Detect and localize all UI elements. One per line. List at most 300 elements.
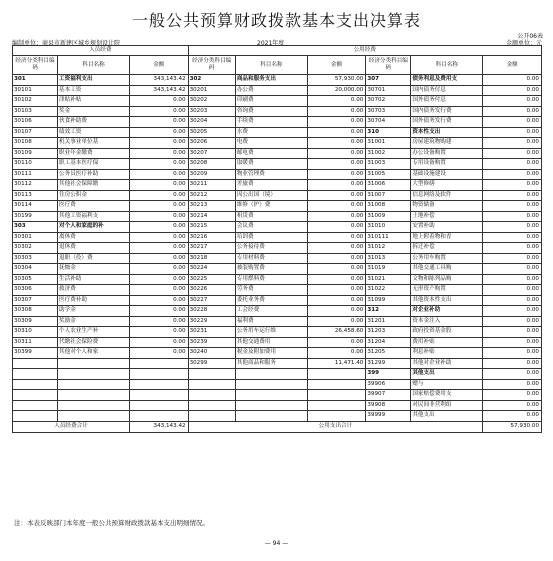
cell-name: 国内债务发行费	[411, 106, 483, 117]
cell-code: 31006	[366, 180, 411, 191]
cell-code: 30240	[188, 348, 235, 359]
cell-name: 绩效工资	[58, 127, 130, 138]
cell-code: 30103	[13, 106, 58, 117]
cell-name: 税金及附加费用	[235, 348, 307, 359]
cell-amount: 0.00	[130, 337, 189, 348]
cell-name: 办公设备购置	[411, 148, 483, 159]
cell-amount: 0.00	[130, 274, 189, 285]
cell-name: 培训费	[235, 232, 307, 243]
cell-name: 咨询费	[235, 106, 307, 117]
table-row	[13, 306, 542, 317]
cell-code: 30305	[13, 274, 58, 285]
cell-amount: 0.00	[483, 358, 542, 369]
cell-code: 31299	[366, 358, 411, 369]
year-label: 2021年度	[257, 40, 285, 47]
cell-code: 30109	[13, 148, 58, 159]
form-number: 公开06表	[517, 33, 543, 40]
cell-name	[235, 390, 307, 401]
cell-name	[58, 411, 130, 422]
cell-amount	[130, 379, 189, 390]
cell-code: 31009	[366, 211, 411, 222]
cell-amount: 0.00	[130, 169, 189, 180]
cell-code: 30307	[13, 295, 58, 306]
cell-amount: 0.00	[483, 295, 542, 306]
cell-code	[13, 369, 58, 380]
cell-code: 30308	[13, 306, 58, 317]
code-header: 经济分类科目编码	[188, 56, 235, 75]
cell-amount: 0.00	[130, 253, 189, 264]
report-title: 一般公共预算财政拨款基本支出决算表	[131, 11, 421, 30]
cell-code: 30229	[188, 316, 235, 327]
cell-name: 其他商品和服务	[235, 358, 307, 369]
cell-name: 国内债务付息	[411, 85, 483, 96]
public-total-label: 公用支出合计	[188, 421, 483, 432]
cell-amount: 0.00	[130, 106, 189, 117]
cell-amount: 0.00	[483, 306, 542, 317]
cell-code: 30212	[188, 190, 235, 201]
cell-amount: 0.00	[307, 274, 366, 285]
cell-code: 31205	[366, 348, 411, 359]
cell-amount: 0.00	[307, 127, 366, 138]
cell-code: 31013	[366, 253, 411, 264]
cell-name	[58, 379, 130, 390]
cell-amount: 0.00	[307, 148, 366, 159]
cell-name: 国外债务付息	[411, 96, 483, 107]
cell-name: 职业年金缴费	[58, 148, 130, 159]
table-row	[13, 180, 542, 191]
cell-amount: 0.00	[307, 106, 366, 117]
cell-code: 302	[188, 75, 235, 86]
cell-name	[235, 379, 307, 390]
cell-amount: 0.00	[130, 295, 189, 306]
personnel-header: 人员经费	[13, 46, 189, 56]
cell-amount	[130, 411, 189, 422]
cell-amount: 0.00	[130, 180, 189, 191]
personnel-total-label: 人员经费合计	[13, 421, 130, 432]
cell-name: 生活补助	[58, 274, 130, 285]
cell-name: 退休费	[58, 243, 130, 254]
table-row	[13, 138, 542, 149]
cell-name: 代缴社会保险费	[58, 337, 130, 348]
cell-code: 30203	[188, 106, 235, 117]
cell-amount: 0.00	[483, 159, 542, 170]
cell-name: 专用设备购置	[411, 159, 483, 170]
public-header: 公用经费	[188, 46, 541, 56]
cell-name: 对企业补助	[411, 306, 483, 317]
cell-amount: 0.00	[307, 295, 366, 306]
cell-amount: 57,930.00	[307, 75, 366, 86]
cell-name: 工资福利支出	[58, 75, 130, 86]
cell-amount: 0.00	[483, 253, 542, 264]
cell-name: 被装购置费	[235, 264, 307, 275]
cell-name: 电费	[235, 138, 307, 149]
cell-code: 39908	[366, 400, 411, 411]
cell-name	[58, 369, 130, 380]
cell-name: 委托业务费	[235, 295, 307, 306]
cell-code: 30303	[13, 253, 58, 264]
table-row	[13, 201, 542, 212]
cell-name: 商品和服务支出	[235, 75, 307, 86]
cell-amount: 0.00	[130, 201, 189, 212]
table-row	[13, 211, 542, 222]
table-row	[13, 316, 542, 327]
cell-amount: 0.00	[307, 159, 366, 170]
cell-code	[188, 400, 235, 411]
cell-amount: 0.00	[130, 327, 189, 338]
cell-amount: 0.00	[307, 348, 366, 359]
cell-name: 个人农业生产补	[58, 327, 130, 338]
cell-amount: 0.00	[483, 285, 542, 296]
cell-code: 31007	[366, 190, 411, 201]
cell-amount: 343,143.42	[130, 85, 189, 96]
cell-code: 31204	[366, 337, 411, 348]
cell-code: 30111	[13, 169, 58, 180]
cell-amount: 0.00	[130, 148, 189, 159]
name-header: 科目名称	[235, 56, 307, 75]
page-number: — 94 —	[264, 540, 289, 547]
table-row	[13, 295, 542, 306]
table-row	[13, 400, 542, 411]
cell-code: 31203	[366, 327, 411, 338]
cell-name: 拆迁补偿	[411, 243, 483, 254]
table-row	[13, 274, 542, 285]
cell-amount: 0.00	[130, 243, 189, 254]
cell-name: 公务用车购置	[411, 253, 483, 264]
cell-code: 31002	[366, 148, 411, 159]
cell-code: 30299	[188, 358, 235, 369]
cell-code: 30228	[188, 306, 235, 317]
cell-amount	[307, 379, 366, 390]
cell-code: 31005	[366, 169, 411, 180]
amount-header: 金额	[307, 56, 366, 75]
cell-code: 30213	[188, 201, 235, 212]
cell-amount: 0.00	[307, 285, 366, 296]
cell-name: 其他资本性支出	[411, 295, 483, 306]
cell-code: 30209	[188, 169, 235, 180]
cell-amount: 0.00	[483, 117, 542, 128]
footnote: 注：本表反映部门本年度一般公共预算财政拨款基本支出明细情况。	[14, 519, 209, 527]
cell-amount: 0.00	[130, 190, 189, 201]
cell-amount: 0.00	[483, 201, 542, 212]
cell-code: 30309	[13, 316, 58, 327]
cell-code: 30106	[13, 117, 58, 128]
cell-name: 离休费	[58, 232, 130, 243]
cell-code: 31012	[366, 243, 411, 254]
cell-code: 30204	[188, 117, 235, 128]
cell-amount: 0.00	[483, 274, 542, 285]
table-row	[13, 390, 542, 401]
cell-amount: 0.00	[307, 190, 366, 201]
cell-amount	[130, 358, 189, 369]
cell-amount: 0.00	[307, 232, 366, 243]
cell-code: 30202	[188, 96, 235, 107]
cell-code: 310111	[366, 232, 411, 243]
cell-name: 其他交通费用	[235, 337, 307, 348]
cell-name: 利息补贴	[411, 348, 483, 359]
cell-amount: 0.00	[130, 348, 189, 359]
cell-name: 办公费	[235, 85, 307, 96]
table-row	[13, 106, 542, 117]
table-row	[13, 159, 542, 170]
cell-code: 39999	[366, 411, 411, 422]
cell-amount: 0.00	[130, 127, 189, 138]
table-row	[13, 85, 542, 96]
amount-header: 金额	[130, 56, 189, 75]
cell-amount: 0.00	[307, 138, 366, 149]
table-row	[13, 327, 542, 338]
cell-name: 福利费	[235, 316, 307, 327]
cell-code: 30701	[366, 85, 411, 96]
table-row	[13, 358, 542, 369]
cell-code: 30399	[13, 348, 58, 359]
cell-code: 30224	[188, 264, 235, 275]
cell-code	[13, 390, 58, 401]
cell-name: 医疗费补助	[58, 295, 130, 306]
cell-code: 30703	[366, 106, 411, 117]
table-row	[13, 75, 542, 86]
cell-code: 30227	[188, 295, 235, 306]
cell-name: 工会经费	[235, 306, 307, 317]
cell-amount: 20,000.00	[307, 85, 366, 96]
cell-amount: 0.00	[483, 190, 542, 201]
cell-code: 30301	[13, 232, 58, 243]
cell-amount	[307, 400, 366, 411]
cell-code: 30113	[13, 190, 58, 201]
cell-code	[13, 379, 58, 390]
cell-amount: 0.00	[130, 316, 189, 327]
cell-name: 退职（役）费	[58, 253, 130, 264]
cell-name: 对民间非营利组	[411, 400, 483, 411]
cell-name: 职工基本医疗保	[58, 159, 130, 170]
cell-amount	[130, 369, 189, 380]
cell-code: 30101	[13, 85, 58, 96]
cell-amount: 0.00	[307, 222, 366, 233]
cell-name: 公务用车运行维	[235, 327, 307, 338]
cell-name: 其他对个人和家	[58, 348, 130, 359]
cell-amount: 0.00	[130, 138, 189, 149]
cell-code: 39906	[366, 379, 411, 390]
cell-amount: 0.00	[483, 138, 542, 149]
cell-name: 国外债务发行费	[411, 117, 483, 128]
amount-header: 金额	[483, 56, 542, 75]
cell-code: 30231	[188, 327, 235, 338]
cell-code: 30112	[13, 180, 58, 191]
cell-amount	[130, 400, 189, 411]
cell-amount: 0.00	[307, 169, 366, 180]
cell-name: 无形资产购置	[411, 285, 483, 296]
table-row	[13, 127, 542, 138]
cell-name: 津贴补贴	[58, 96, 130, 107]
cell-name: 安置补助	[411, 222, 483, 233]
cell-amount: 0.00	[483, 106, 542, 117]
cell-code	[13, 358, 58, 369]
cell-amount: 0.00	[307, 180, 366, 191]
cell-code: 30102	[13, 96, 58, 107]
cell-amount: 0.00	[130, 211, 189, 222]
cell-amount	[307, 369, 366, 380]
cell-code	[188, 379, 235, 390]
cell-code: 30208	[188, 159, 235, 170]
cell-code	[13, 400, 58, 411]
cell-name	[235, 411, 307, 422]
cell-code	[13, 411, 58, 422]
cell-code: 30207	[188, 148, 235, 159]
cell-name: 房屋建筑物购建	[411, 138, 483, 149]
cell-name: 赠与	[411, 379, 483, 390]
cell-amount: 0.00	[483, 390, 542, 401]
name-header: 科目名称	[58, 56, 130, 75]
cell-amount: 0.00	[483, 327, 542, 338]
organization-label: 编制单位：商县市新建区城乡规划设计院	[12, 40, 121, 47]
cell-amount: 0.00	[130, 96, 189, 107]
cell-amount: 0.00	[307, 117, 366, 128]
cell-name: 费用补贴	[411, 337, 483, 348]
cell-amount: 0.00	[483, 96, 542, 107]
cell-name: 劳务费	[235, 285, 307, 296]
cell-amount: 11,471.40	[307, 358, 366, 369]
cell-name: 专用燃料费	[235, 274, 307, 285]
cell-amount	[130, 390, 189, 401]
cell-code: 30108	[13, 138, 58, 149]
cell-name: 资本性支出	[411, 127, 483, 138]
cell-amount: 0.00	[483, 316, 542, 327]
table-row	[13, 190, 542, 201]
cell-code: 301	[13, 75, 58, 86]
cell-code	[188, 369, 235, 380]
cell-amount: 0.00	[130, 117, 189, 128]
cell-amount: 0.00	[483, 337, 542, 348]
cell-name	[58, 400, 130, 411]
cell-code: 30310	[13, 327, 58, 338]
cell-amount: 0.00	[483, 75, 542, 86]
cell-name: 住房公积金	[58, 190, 130, 201]
cell-name: 医疗费	[58, 201, 130, 212]
cell-name: 其他对企业补助	[411, 358, 483, 369]
cell-name: 手续费	[235, 117, 307, 128]
cell-name: 印刷费	[235, 96, 307, 107]
cell-name: 取暖费	[235, 159, 307, 170]
cell-amount: 0.00	[307, 264, 366, 275]
cell-code: 30311	[13, 337, 58, 348]
cell-name: 水费	[235, 127, 307, 138]
cell-name: 资本金注入	[411, 316, 483, 327]
table-row	[13, 369, 542, 380]
cell-amount: 0.00	[483, 232, 542, 243]
cell-amount: 0.00	[307, 306, 366, 317]
name-header: 科目名称	[411, 56, 483, 75]
cell-name: 基础设施建设	[411, 169, 483, 180]
cell-amount: 0.00	[483, 180, 542, 191]
cell-code: 30201	[188, 85, 235, 96]
table-row	[13, 411, 542, 422]
cell-name	[235, 369, 307, 380]
cell-name: 机关事业单位基	[58, 138, 130, 149]
cell-amount: 0.00	[307, 337, 366, 348]
cell-code: 30114	[13, 201, 58, 212]
cell-name: 其他交通工具购	[411, 264, 483, 275]
cell-name: 国家赔偿费用支	[411, 390, 483, 401]
cell-name: 文物和陈列品购	[411, 274, 483, 285]
cell-amount: 0.00	[307, 211, 366, 222]
cell-name: 土地补偿	[411, 211, 483, 222]
cell-code	[188, 411, 235, 422]
cell-code: 30702	[366, 96, 411, 107]
cell-code: 31201	[366, 316, 411, 327]
cell-code: 312	[366, 306, 411, 317]
cell-amount: 0.00	[130, 285, 189, 296]
cell-name: 租赁费	[235, 211, 307, 222]
cell-code: 30110	[13, 159, 58, 170]
table-row	[13, 169, 542, 180]
cell-name: 抚恤金	[58, 264, 130, 275]
table-row	[13, 337, 542, 348]
cell-name: 助学金	[58, 306, 130, 317]
cell-amount: 0.00	[307, 253, 366, 264]
cell-name: 伙食补助费	[58, 117, 130, 128]
cell-code: 30214	[188, 211, 235, 222]
table-row	[13, 253, 542, 264]
cell-name	[58, 390, 130, 401]
cell-code: 31010	[366, 222, 411, 233]
cell-code: 31008	[366, 201, 411, 212]
cell-name	[235, 400, 307, 411]
cell-code: 31003	[366, 159, 411, 170]
table-row	[13, 96, 542, 107]
cell-amount: 0.00	[483, 127, 542, 138]
cell-amount: 0.00	[307, 243, 366, 254]
cell-code: 31022	[366, 285, 411, 296]
cell-name: 邮电费	[235, 148, 307, 159]
table-row	[13, 117, 542, 128]
cell-name: 公务接待费	[235, 243, 307, 254]
table-row	[13, 148, 542, 159]
cell-name: 维修（护）费	[235, 201, 307, 212]
cell-code: 307	[366, 75, 411, 86]
cell-amount: 0.00	[307, 201, 366, 212]
cell-code: 30215	[188, 222, 235, 233]
cell-name: 因公出国（境）	[235, 190, 307, 201]
cell-amount: 0.00	[130, 159, 189, 170]
cell-amount: 0.00	[130, 222, 189, 233]
cell-code: 30206	[188, 138, 235, 149]
cell-amount: 0.00	[483, 243, 542, 254]
cell-code: 30226	[188, 285, 235, 296]
cell-code: 30211	[188, 180, 235, 191]
table-row	[13, 222, 542, 233]
cell-name: 信息网络及软件	[411, 190, 483, 201]
cell-name: 奖金	[58, 106, 130, 117]
table-row	[13, 348, 542, 359]
cell-amount: 0.00	[483, 211, 542, 222]
cell-code: 31099	[366, 295, 411, 306]
cell-code: 30218	[188, 253, 235, 264]
cell-code: 31021	[366, 274, 411, 285]
code-header: 经济分类科目编码	[366, 56, 411, 75]
cell-code: 30302	[13, 243, 58, 254]
cell-name: 其他支出	[411, 411, 483, 422]
cell-name: 物资储备	[411, 201, 483, 212]
cell-amount	[307, 411, 366, 422]
cell-name: 救济费	[58, 285, 130, 296]
unit-label: 金额单位：元	[505, 40, 542, 47]
cell-amount: 0.00	[483, 369, 542, 380]
cell-amount: 0.00	[483, 379, 542, 390]
table-row	[13, 379, 542, 390]
cell-amount: 0.00	[130, 306, 189, 317]
cell-amount: 343,143.42	[130, 75, 189, 86]
cell-name: 其他社会保障缴	[58, 180, 130, 191]
cell-name: 政府投资基金股	[411, 327, 483, 338]
